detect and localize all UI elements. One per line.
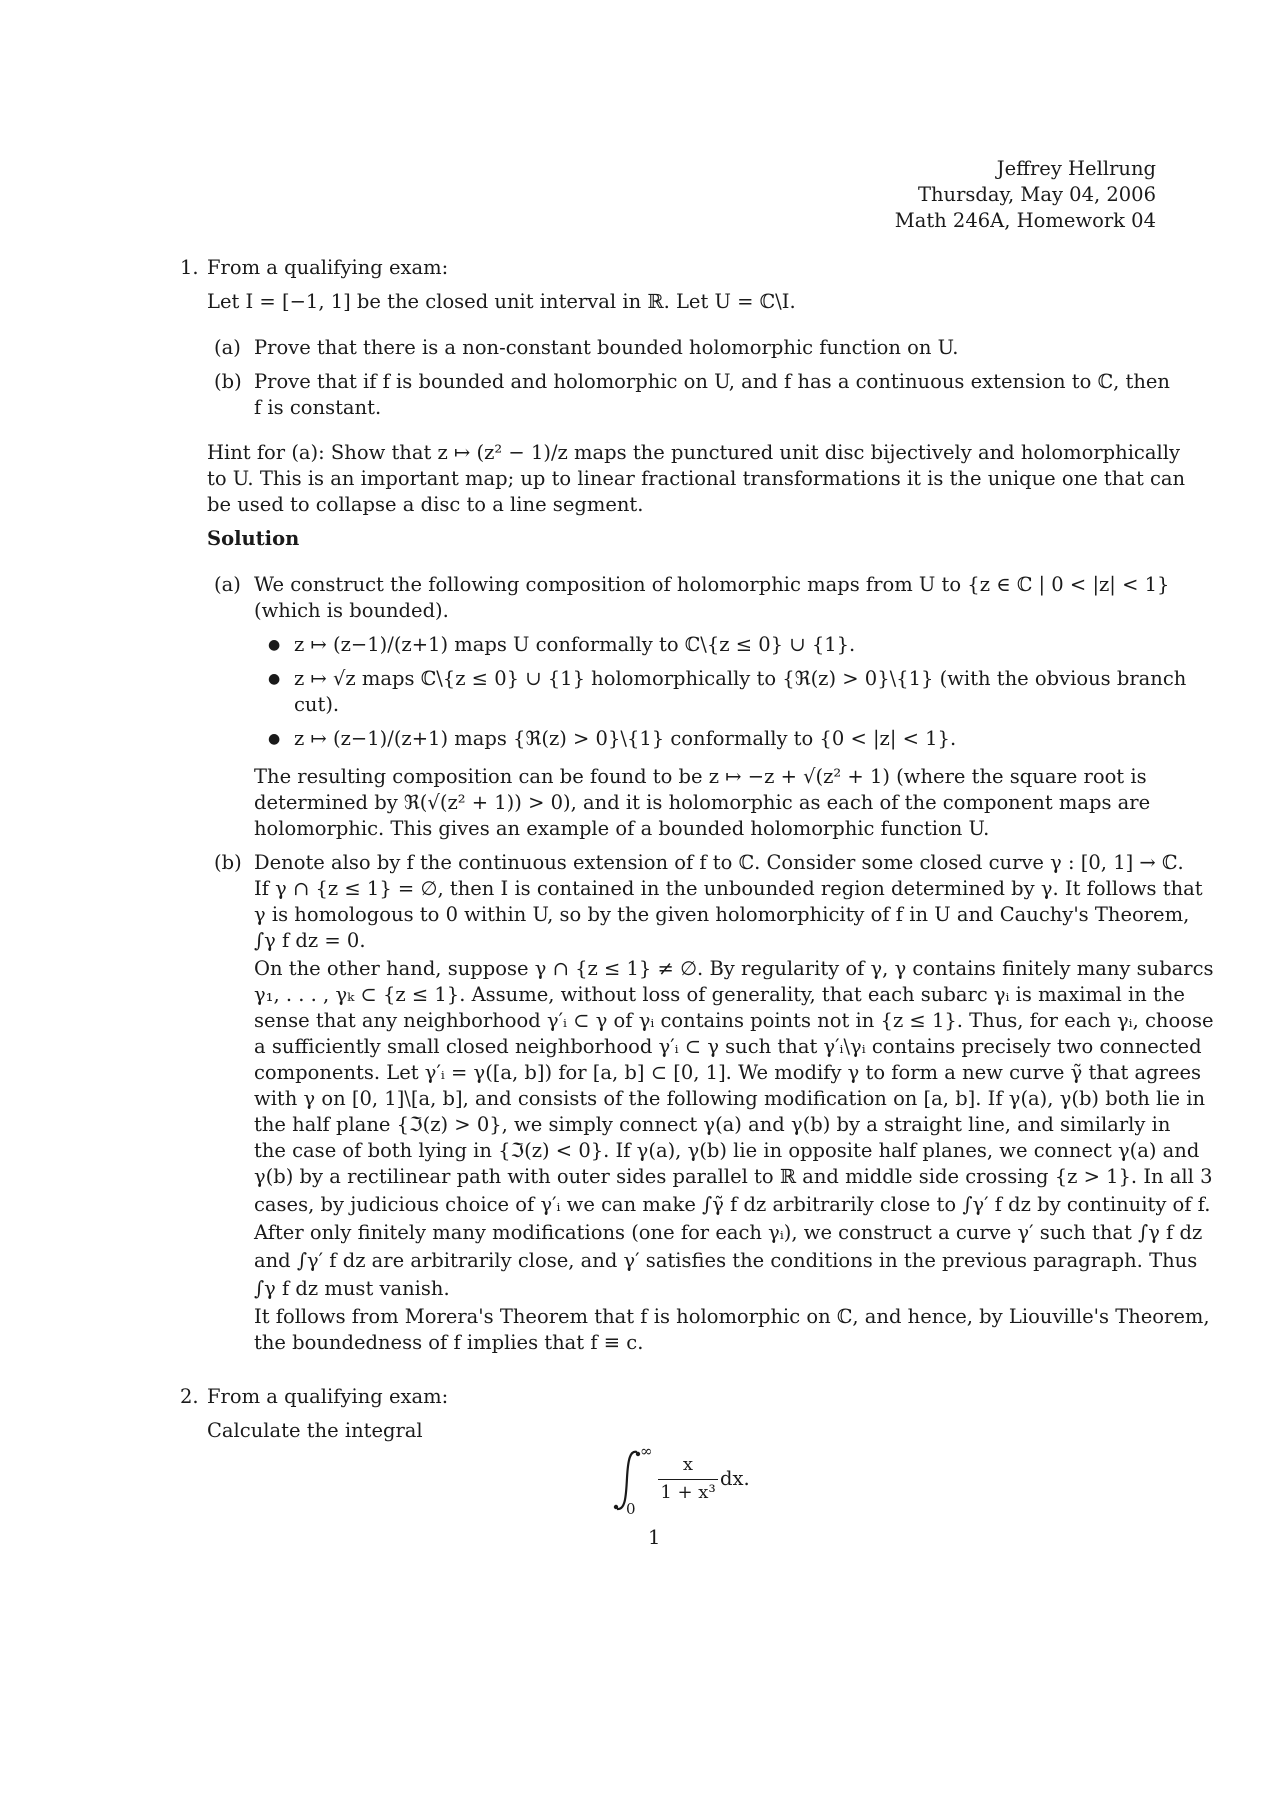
problem1-part-b-line: Prove that if f is bounded and holomorphic on U, and f has a continuous extension to ℂ, then: [254, 370, 1170, 393]
solution-b-label: (b): [214, 851, 242, 874]
hint-line: to U. This is an important map; up to linear fractional transformations it is the unique one that can: [207, 467, 1186, 490]
solution-b-line: with γ on [0, 1]\[a, b], and consists of the following modification on [a, b]. If γ(a), γ(b) both lie in: [254, 1087, 1206, 1110]
solution-b-line: Denote also by f the continuous extension of f to ℂ. Consider some closed curve γ : [0, 1] → ℂ.: [254, 851, 1184, 874]
integral-lower-limit: 0: [626, 1500, 636, 1518]
solution-b-line: a sufficiently small closed neighborhood γ′ᵢ ⊂ γ such that γ′ᵢ\γᵢ contains precisely two connected: [254, 1035, 1202, 1058]
fraction-bar: [658, 1479, 718, 1480]
problem1-part-b-label: (b): [214, 370, 242, 393]
problem1-statement: Let I = [−1, 1] be the closed unit interval in ℝ. Let U = ℂ\I.: [207, 290, 796, 313]
solution-b-line: ∫γ f dz must vanish.: [254, 1277, 450, 1300]
integrand-numerator: x: [682, 1454, 694, 1475]
solution-b-line: If γ ∩ {z ≤ 1} = ∅, then I is contained in the unbounded region determined by γ. It follows that: [254, 877, 1203, 900]
integrand-denominator: 1 + x³: [660, 1482, 716, 1503]
solution-heading: Solution: [207, 527, 300, 550]
solution-b-line: cases, by judicious choice of γ′ᵢ we can make ∫γ̃ f dz arbitrarily close to ∫γ′ f dz by continuity of f.: [254, 1193, 1211, 1216]
solution-a-bullet: z ↦ (z−1)/(z+1) maps U conformally to ℂ\{z ≤ 0} ∪ {1}.: [294, 633, 856, 656]
solution-a-intro-line: We construct the following composition of holomorphic maps from U to {z ∈ ℂ | 0 < |z| < 1}: [254, 573, 1170, 596]
bullet-icon: ●: [268, 671, 281, 687]
problem1-part-a-label: (a): [214, 336, 241, 359]
solution-b-line: γ₁, . . . , γₖ ⊂ {z ≤ 1}. Assume, without loss of generality, that each subarc γᵢ is maximal in the: [254, 983, 1185, 1006]
solution-b-line: On the other hand, suppose γ ∩ {z ≤ 1} ≠ ∅. By regularity of γ, γ contains finitely many subarcs: [254, 957, 1214, 980]
solution-a-intro-line: (which is bounded).: [254, 599, 449, 622]
solution-b-line: ∫γ f dz = 0.: [254, 929, 366, 952]
header-date: Thursday, May 04, 2006: [917, 183, 1156, 206]
solution-b-line: It follows from Morera's Theorem that f is holomorphic on ℂ, and hence, by Liouville's Theorem,: [254, 1305, 1210, 1328]
header-course: Math 246A, Homework 04: [894, 209, 1156, 232]
problem2-source: From a qualifying exam:: [207, 1385, 449, 1408]
bullet-icon: ●: [268, 731, 281, 747]
problem1-part-a-text: Prove that there is a non-constant bounded holomorphic function on U.: [254, 336, 959, 359]
integral-upper-limit: ∞: [640, 1442, 653, 1460]
bullet-icon: ●: [268, 637, 281, 653]
problem2-statement: Calculate the integral: [207, 1419, 423, 1442]
page-number: 1: [648, 1526, 661, 1549]
problem1-part-b-line: f is constant.: [254, 396, 382, 419]
solution-b-line: the case of both lying in {ℑ(z) < 0}. If γ(a), γ(b) lie in opposite half planes, we connect γ(a) and: [254, 1139, 1200, 1162]
problem1-number: 1.: [180, 256, 199, 279]
solution-a-conclusion: The resulting composition can be found to be z ↦ −z + √(z² + 1) (where the square root is: [254, 765, 1147, 788]
solution-a-conclusion: determined by ℜ(√(z² + 1)) > 0), and it is holomorphic as each of the component maps are: [254, 791, 1151, 814]
solution-b-line: and ∫γ′ f dz are arbitrarily close, and γ′ satisfies the conditions in the previous paragraph. Thus: [254, 1249, 1198, 1272]
solution-b-line: γ is homologous to 0 within U, so by the given holomorphicity of f in U and Cauchy's Theorem,: [254, 903, 1190, 926]
hint-line: Hint for (a): Show that z ↦ (z² − 1)/z maps the punctured unit disc bijectively and holomorphically: [207, 441, 1180, 464]
header-author: Jeffrey Hellrung: [996, 157, 1156, 180]
problem2-number: 2.: [180, 1385, 199, 1408]
hint-line: be used to collapse a disc to a line segment.: [207, 493, 644, 516]
problem1-source: From a qualifying exam:: [207, 256, 449, 279]
solution-a-bullet-cont: cut).: [294, 693, 340, 716]
solution-a-bullet: z ↦ √z maps ℂ\{z ≤ 0} ∪ {1} holomorphically to {ℜ(z) > 0}\{1} (with the obvious branch: [294, 667, 1187, 690]
solution-b-line: the half plane {ℑ(z) > 0}, we simply connect γ(a) and γ(b) by a straight line, and similarly in: [254, 1113, 1171, 1136]
solution-a-bullet: z ↦ (z−1)/(z+1) maps {ℜ(z) > 0}\{1} conformally to {0 < |z| < 1}.: [294, 727, 957, 750]
solution-b-line: components. Let γ′ᵢ = γ([a, b]) for [a, b] ⊂ [0, 1]. We modify γ to form a new curve γ̃ that agrees: [254, 1061, 1202, 1084]
solution-b-line: After only finitely many modifications (one for each γᵢ), we construct a curve γ′ such that ∫γ f dz: [254, 1221, 1203, 1244]
solution-b-line: the boundedness of f implies that f ≡ c.: [254, 1331, 644, 1354]
solution-b-line: γ(b) by a rectilinear path with outer sides parallel to ℝ and middle side crossing {z > 1}. In all 3: [254, 1165, 1213, 1188]
solution-b-line: sense that any neighborhood γ′ᵢ ⊂ γ of γᵢ contains points not in {z ≤ 1}. Thus, for each γᵢ, choose: [254, 1009, 1214, 1032]
solution-a-label: (a): [214, 573, 241, 596]
integral-differential: dx.: [720, 1467, 750, 1490]
solution-a-conclusion: holomorphic. This gives an example of a bounded holomorphic function U.: [254, 817, 990, 840]
